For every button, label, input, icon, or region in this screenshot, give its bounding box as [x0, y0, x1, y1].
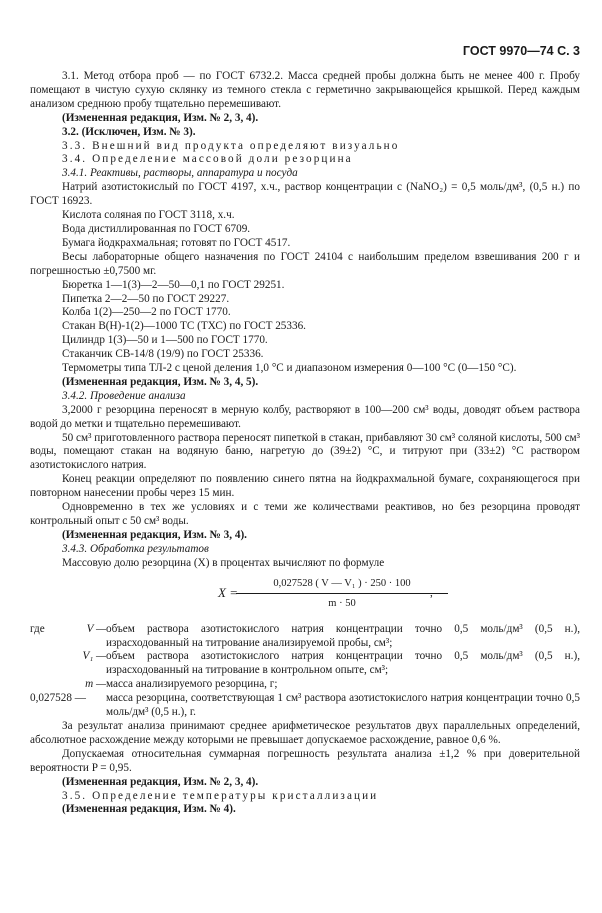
definition-symbol: V — [86, 622, 106, 635]
section-3-2: 3.2. (Исключен, Изм. № 3). [62, 125, 196, 138]
definition-row [30, 678, 580, 692]
equipment-item: Пипетка 2—2—50 по ГОСТ 29227. [62, 292, 230, 305]
variable-definitions [30, 623, 580, 720]
document-body [30, 70, 580, 817]
equipment-item: Стаканчик СВ-14/8 (19/9) по ГОСТ 25336. [62, 348, 264, 361]
definition-constant: 0,027528 — [30, 692, 86, 705]
definition-text: масса резорцина, соответствующая 1 см³ раствора азотистокислого натрия концентрации точно 0,5 моль/дм³ (0,5 н.), г. [106, 692, 580, 719]
formula-tail: , [430, 586, 433, 599]
section-3-4-2-title: 3.4.2. Проведение анализа [62, 389, 186, 402]
section-3-4-3-title: 3.4.3. Обработка результатов [62, 542, 209, 555]
paragraph: Весы лабораторные общего назначения по ГОСТ 24104 с наибольшим пределом взвешивания 200 г и погрешностью ±0,7500 мг. [30, 250, 580, 277]
formula-denominator: m · 50 [328, 597, 356, 609]
paragraph: Допускаемая относительная суммарная погрешность результата анализа ±1,2 % при доверительной вероятности P = 0,95. [30, 747, 580, 774]
section-3-5-title: 3.5. Определение температуры кристаллизации [62, 789, 379, 802]
reagent-item: Кислота соляная по ГОСТ 3118, х.ч. [62, 209, 235, 222]
where-label: где [30, 622, 45, 635]
definition-text: объем раствора азотистокислого натрия концентрации точно 0,5 моль/дм³ (0,5 н.), израсходованный на титрование анализируемой пробы, см³; [106, 622, 580, 649]
definition-text: объем раствора азотистокислого натрия концентрации точно 0,5 моль/дм³ (0,5 н.), израсходованный на титрование в контрольном опыте, см³; [106, 650, 580, 677]
equipment-item: Бюретка 1—1(3)—2—50—0,1 по ГОСТ 29251. [62, 278, 285, 291]
paragraph: Конец реакции определяют по появлению синего пятна на йодкрахмальной бумаге, сохраняющегося при повторном нанесении пробы через 15 мин. [30, 473, 580, 500]
revision-note: (Измененная редакция, Изм. № 2, 3, 4). [62, 111, 259, 124]
reagent-item: Вода дистиллированная по ГОСТ 6709. [62, 222, 251, 235]
paragraph: 3.1. Метод отбора проб — по ГОСТ 6732.2. Масса средней пробы должна быть не менее 400 г. Пробу помещают в чистую сухую склянку из темного стекла с герметично закрывающейся крышкой. Перед каждым анализом среднюю пробу тщательно перемешивают. [30, 70, 580, 110]
definition-row [30, 692, 580, 720]
section-3-3: 3.3. Внешний вид продукта определяют визуально [62, 139, 400, 152]
definition-row [30, 650, 580, 678]
revision-note: (Измененная редакция, Изм. № 3, 4, 5). [62, 375, 259, 388]
revision-note: (Измененная редакция, Изм. № 2, 3, 4). [62, 775, 259, 788]
equipment-item: Термометры типа ТЛ-2 с ценой деления 1,0 °С и диапазоном измерения 0—100 °С (0—150 °С). [62, 362, 517, 375]
formula-numerator: 0,027528 ( V — V₁ ) · 250 · 100 [236, 577, 448, 594]
formula [30, 575, 580, 619]
definition-symbol: m — [85, 678, 106, 691]
definition-row [30, 623, 580, 651]
paragraph: Натрий азотистокислый по ГОСТ 4197, х.ч., раствор концентрации с (NaNO₂) = 0,5 моль/дм³, (0,5 н.) по ГОСТ 16923. [30, 181, 580, 208]
paragraph: 50 см³ приготовленного раствора переносят пипеткой в стакан, прибавляют 30 см³ соляной кислоты, 500 см³ воды, помещают стакан на водяную баню, нагретую до (39±2) °С, и титруют при (33±2) °С раствором азотистокислого натрия. [30, 431, 580, 472]
paragraph: Одновременно в тех же условиях и с теми же количествами реактивов, но без резорцина проводят контрольный опыт с 50 см³ воды. [30, 501, 580, 527]
formula-fraction [236, 577, 448, 611]
paragraph: За результат анализа принимают среднее арифметическое результатов двух параллельных определений, абсолютное расхождение между которыми не превышает допускаемое расхождение, равное 0,6 %. [30, 719, 580, 746]
reagent-item: Бумага йодкрахмальная; готовят по ГОСТ 4517. [62, 236, 291, 249]
revision-note: (Измененная редакция, Изм. № 4). [62, 803, 236, 816]
section-3-4-1-title: 3.4.1. Реактивы, растворы, аппаратура и посуда [62, 167, 298, 180]
formula-lhs: X = [218, 584, 238, 600]
equipment-item: Цилиндр 1(3)—50 и 1—500 по ГОСТ 1770. [62, 334, 268, 347]
paragraph: 3,2000 г резорцина переносят в мерную колбу, растворяют в 100—200 см³ воды, доводят объем раствора водой до метки и тщательно перемешивают. [30, 403, 580, 430]
equipment-item: Стакан В(Н)-1(2)—1000 ТС (ТХС) по ГОСТ 25336. [62, 320, 306, 333]
paragraph: Массовую долю резорцина (X) в процентах вычисляют по формуле [62, 556, 385, 569]
revision-note: (Измененная редакция, Изм. № 3, 4). [62, 528, 247, 541]
page-header: ГОСТ 9970—74 С. 3 [462, 44, 580, 58]
section-3-4-title: 3.4. Определение массовой доли резорцина [62, 153, 353, 166]
equipment-item: Колба 1(2)—250—2 по ГОСТ 1770. [62, 306, 231, 319]
definition-symbol: V₁ — [82, 650, 106, 663]
definition-text: масса анализируемого резорцина, г; [106, 678, 278, 691]
